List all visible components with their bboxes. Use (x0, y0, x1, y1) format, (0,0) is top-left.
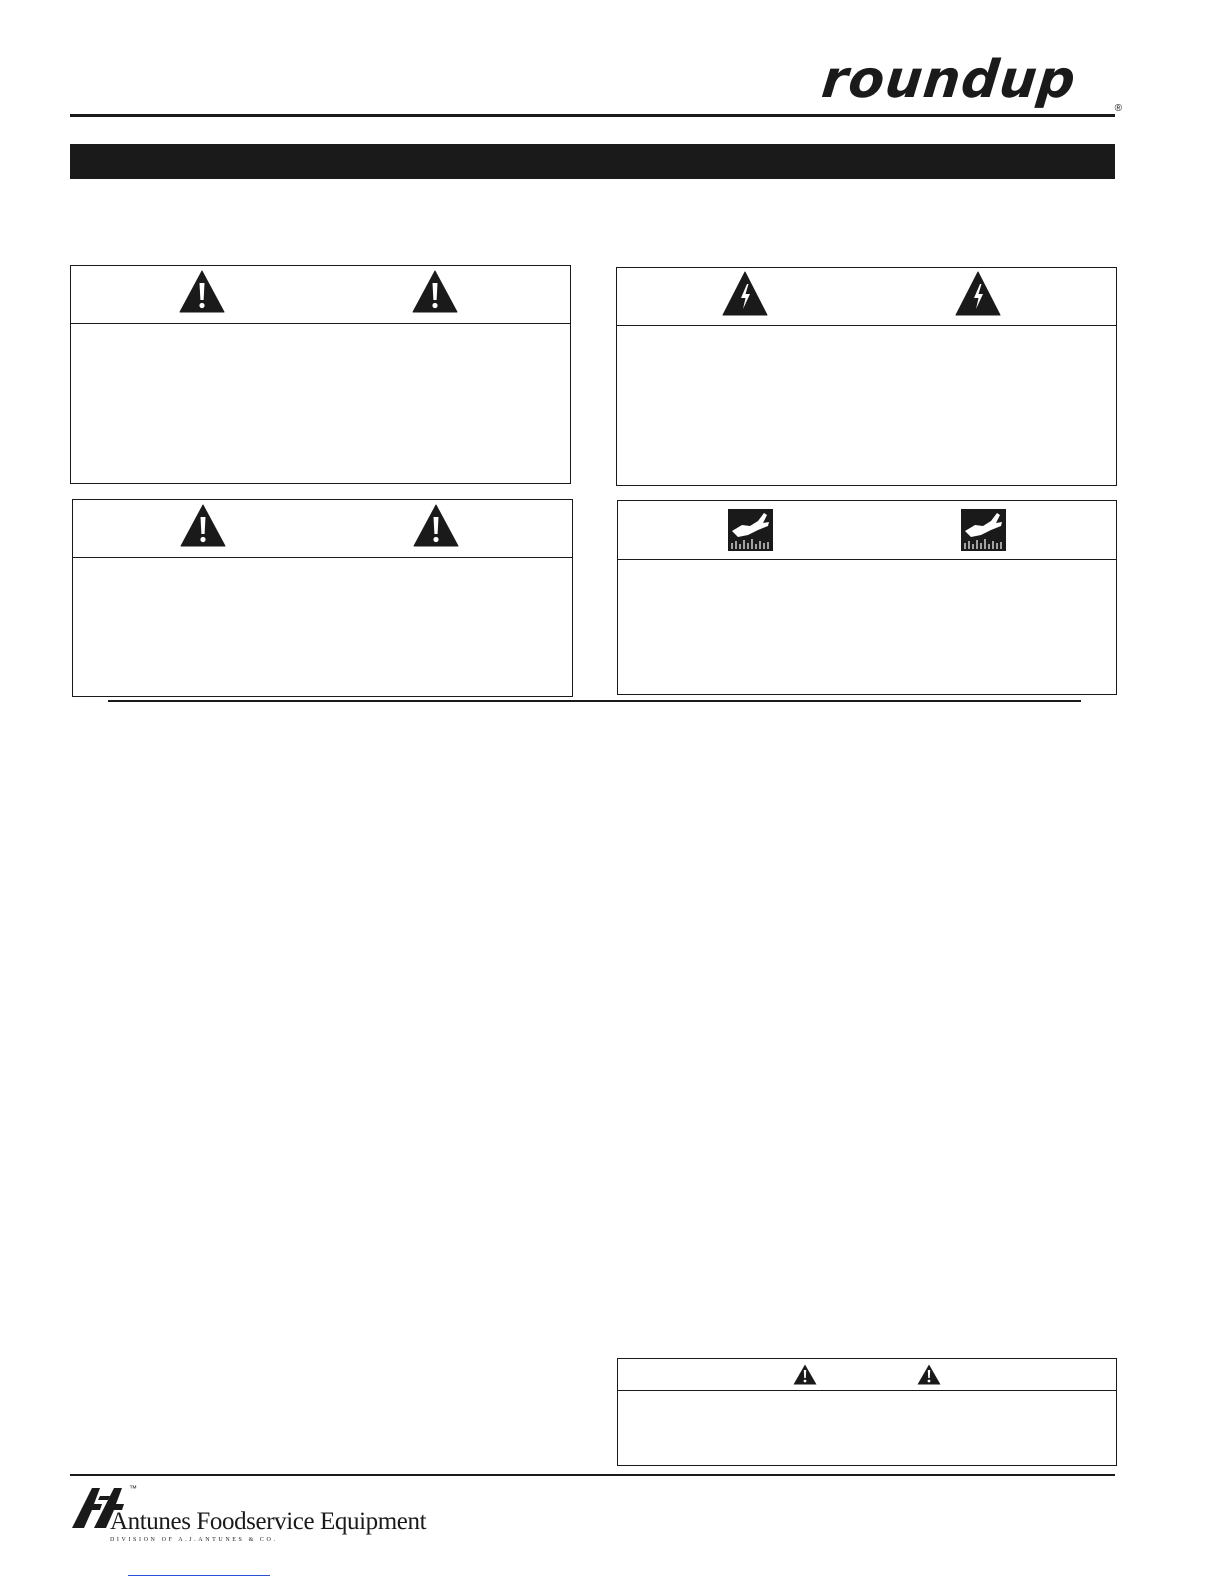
content-divider (108, 700, 1081, 702)
hot-surface-icon (961, 509, 1006, 551)
trademark-symbol: ™ (129, 1484, 137, 1493)
warning-box-header (618, 1359, 1116, 1391)
warning-triangle-icon (413, 504, 459, 547)
footer-link[interactable] (128, 1575, 270, 1576)
electrical-warning-box (616, 267, 1117, 486)
warning-box-header (71, 266, 570, 324)
electrical-shock-icon (955, 271, 1001, 316)
warning-box-header (73, 500, 572, 558)
electrical-warning-box-header (617, 268, 1116, 326)
electrical-shock-icon (722, 271, 768, 316)
warning-triangle-icon (917, 1364, 941, 1385)
warning-triangle-icon (793, 1364, 817, 1385)
section-title-bar (70, 144, 1115, 179)
warning-box (72, 499, 573, 697)
hot-surface-warning-box (617, 500, 1117, 695)
hot-surface-icon (728, 509, 773, 551)
company-name: Antunes Foodservice Equipment (110, 1508, 427, 1535)
footer-divider (70, 1474, 1115, 1476)
warning-box (617, 1358, 1117, 1466)
warning-triangle-icon (179, 270, 225, 313)
warning-triangle-icon (412, 270, 458, 313)
registered-mark: ® (1114, 103, 1122, 114)
warning-triangle-icon (180, 504, 226, 547)
company-division: DIVISION OF A.J.ANTUNES & CO. (110, 1537, 278, 1543)
roundup-logo (818, 50, 1122, 114)
logo-wordmark: roundup (818, 50, 1080, 110)
hot-surface-box-header (618, 501, 1116, 560)
header-divider (70, 114, 1115, 117)
warning-box (70, 265, 571, 484)
